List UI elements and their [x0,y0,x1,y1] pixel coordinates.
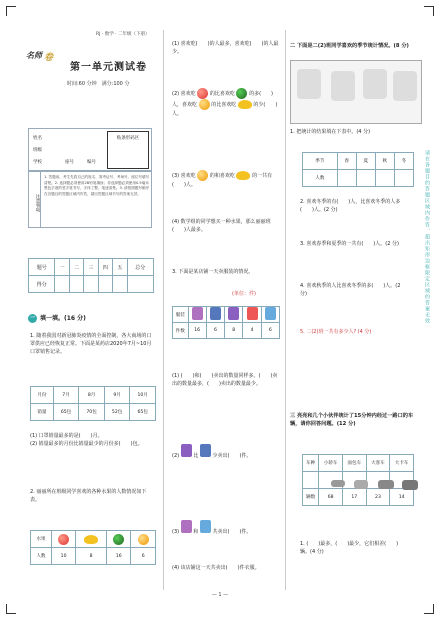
table-cell: 辆数 [303,489,319,506]
exam-subtitle: 时间:60 分钟 满分:100 分 [67,81,130,87]
section3-heading [290,412,422,428]
apple-icon [197,88,208,99]
score-cell[interactable] [69,276,83,293]
table-cell: 销量 [31,404,54,421]
text: 的少( )人。 [172,102,278,117]
text: 的比喜欢吃 [209,91,235,97]
mask-sales-table [30,386,156,421]
corner-mark [424,6,434,16]
table-cell: 件数 [173,323,189,339]
table-cell: 65包 [53,404,79,421]
table-cell: 小轿车 [319,455,343,472]
table-cell: 6 [206,323,224,339]
notes-label: 注意事项 [29,171,41,227]
c2-q2 [172,88,280,118]
c3-q2: 2. 喜欢冬季的有( )人，比喜欢冬季的人多( )人。(2 分) [300,199,401,213]
table-cell: 夏 [356,153,375,170]
text: 的和喜欢吃 [209,173,235,179]
info-box [28,128,152,172]
barcode-area: 贴条形码区 [107,131,149,169]
table-cell: 10 [51,548,76,565]
child-figure [331,71,355,101]
section2-heading [290,42,422,49]
table-cell: 人数 [31,548,52,565]
truck-icon [402,480,418,490]
banana-icon [236,171,250,180]
table-cell: 10月 [130,387,156,404]
corner-mark [6,604,16,614]
section2-title: 二 下面是二(2)班同学喜欢的季节统计情况。(8 分) [290,43,409,49]
c3-q6: 1. ( )最多，( )最少，它们相差( )辆。(4 分) [300,541,399,555]
score-cell[interactable] [84,276,98,293]
apple-icon [58,534,69,545]
text: (3) 喜欢吃 [172,173,196,179]
score-cell: 四 [98,259,112,276]
c2-q1: (1) 喜欢吃( )的人最多，喜欢吃( )的人最少。 [172,41,279,55]
corner-mark [424,604,434,614]
table-cell: 65包 [130,404,156,421]
text: (2) [172,453,180,459]
watermelon-icon [113,534,124,545]
coat-icon [200,520,211,533]
score-table [28,258,154,293]
bus-icon [378,480,394,489]
banana-icon [238,100,252,109]
coat-icon [265,307,276,320]
score-cell[interactable] [98,276,112,293]
c3-q5: 5. 二(2)班一共有多少人? (4 分) [300,329,372,335]
brand-sub: 卷 [44,53,54,63]
seat-label: 座号 [65,160,74,165]
text: (2) 喜欢吃 [172,91,196,97]
table-cell: 17 [342,489,366,506]
c2-q3 [172,170,280,189]
season-table [302,152,414,187]
score-row-header [29,259,154,276]
table-cell [188,307,206,323]
table-cell: 人数 [303,170,338,187]
table-cell[interactable] [337,170,356,187]
child-figure [363,69,387,99]
text: 共卖出( )件。 [212,529,252,535]
table-cell: 16 [106,548,131,565]
vertical-notice: 请在各题目的答题区域内作答，超出矩形边框限定区域的答案无效 [424,150,430,324]
table-cell: 9月 [104,387,130,404]
num-label: 编号 [87,160,96,165]
page-number: — 1 — [211,592,229,598]
orange-icon [138,534,149,545]
table-cell [366,472,390,489]
table-cell [206,307,224,323]
table-cell: 4 [243,323,261,339]
table-cell: 冬 [394,153,413,170]
score-cell: 五 [113,259,127,276]
table-cell: 7月 [53,387,79,404]
dress-icon [181,444,192,457]
q1-1: (1) 口罩销量最多的是( )月。 [30,433,103,439]
child-figure [393,71,417,101]
shirt-icon [192,307,203,320]
score-cell: 总分 [127,259,153,276]
column-divider [285,30,286,590]
table-cell [243,307,261,323]
text: 少卖出( )件。 [212,453,252,459]
score-cell: 一 [55,259,69,276]
corner-mark [6,6,16,16]
table-cell: 14 [390,489,414,506]
banana-icon [84,535,98,544]
fruit-table [30,530,156,565]
c3-q1: 1. 把统计的结果填在下表中。(4 分) [290,129,371,135]
table-cell: 车种 [303,455,319,472]
score-row-values [29,276,154,293]
table-cell: 8 [76,548,107,565]
table-cell: 23 [366,489,390,506]
q1-2: (2) 销量最多的月份比销量最少的月份多( )包。 [30,441,143,447]
column-divider [163,30,164,590]
table-cell: 面包车 [342,455,366,472]
table-cell [76,531,107,548]
table-cell [225,307,243,323]
c2-q5: 3. 下面是某店铺一天卖服装的情况。 [172,269,254,275]
table-cell [51,531,76,548]
section1-heading [28,313,86,323]
text: 和 [193,529,199,535]
section3-title: 三 亮亮和几个小伙伴统计了15分钟内经过一路口的车辆，请你回答问题。(12 分) [290,413,414,427]
score-cell: 得分 [29,276,55,293]
text: 的一共有( )人。 [172,173,273,188]
score-cell: 二 [69,259,83,276]
table-cell [303,472,319,489]
table-cell: 8月 [79,387,105,404]
exam-title: 第一单元测试卷 [70,62,147,73]
name-label: 姓名 [33,136,42,141]
text: 的多( )人，喜欢吃 [172,91,273,108]
table-cell: 月份 [31,387,54,404]
orange-icon [199,99,210,110]
table-cell: 8 [225,323,243,339]
section-number: 一 [29,315,35,321]
score-cell[interactable] [113,276,127,293]
brand-text: 名师 [26,50,42,60]
section1-title: 填一填。(16 分) [40,315,86,322]
table-cell[interactable] [356,170,375,187]
c2-q8 [172,520,280,536]
table-cell: 服装 [173,307,189,323]
notes-box [28,170,152,228]
score-cell: 题号 [29,259,55,276]
table-cell [106,531,131,548]
table-cell[interactable] [394,170,413,187]
text: (3) [172,529,180,535]
skirt-icon [247,307,258,320]
van-icon [354,480,368,489]
unit-label: (单位：件) [232,291,256,297]
school-label: 学校 [33,160,42,165]
table-cell: 季节 [303,153,338,170]
score-cell[interactable] [127,276,153,293]
c2-q6: (1) ( )和( )卖出的数量同样多。( )卖出的数量最多，( )卖出的数量最少。 [172,373,278,387]
watermelon-icon [236,88,247,99]
grade-line: RJ · 数学 · 二年级（下册） [96,32,150,37]
c2-q4: (4) 数学组的同学想买一种水果，那么丽丽班( )人最多。 [172,219,271,233]
clothes-table [172,306,280,339]
pants-icon [200,444,211,457]
season-illustration [290,60,422,124]
c2-q7 [172,444,280,460]
table-cell [342,472,366,489]
table-cell: 大客车 [366,455,390,472]
shirt-icon [181,520,192,533]
notes-text: 1. 答题前，考生先将自己的姓名、准考证号、考场号、座位号填写清楚。2. 选择题必须使用2B铅笔填涂；非选择题必须使用0.5毫米黑色字迹的签字笔书写，字体工整、笔迹清楚。3. 请按照题号顺序在各题目的答题区域内作答，超出答题区域书写的答案无效。 [44,175,150,196]
q2-text: 2. 丽丽所在班级同学喜欢的各种水果的人数情况如下表。 [30,489,147,503]
text: 比 [193,453,199,459]
table-cell[interactable] [375,170,394,187]
table-cell: 水果 [31,531,52,548]
score-cell[interactable] [55,276,69,293]
table-cell: 70包 [79,404,105,421]
c3-q4: 4. 喜欢秋季的人比喜欢冬季的多( )人。(2 分) [300,283,401,297]
table-cell [319,472,343,489]
child-figure [297,69,321,99]
pants-icon [210,307,221,320]
text: 的比喜欢吃 [211,102,237,108]
class-label: 班级 [33,148,42,153]
table-cell: 春 [337,153,356,170]
brand-logo [26,50,66,72]
c2-q9: (4) 该店铺这一天共卖出( )件衣服。 [172,565,260,571]
table-cell: 6 [261,323,279,339]
q1-subquestions [30,432,156,448]
table-cell: 16 [188,323,206,339]
c3-q3: 3. 喜欢春季和夏季的一共有( )人。(2 分) [300,241,399,247]
dress-icon [228,307,239,320]
sedan-icon [331,480,345,487]
table-cell: 52包 [104,404,130,421]
table-cell: 秋 [375,153,394,170]
q1-text: 1. 随着我国对新冠肺炎疫情的全面控制，各大商场的口罩供应已经恢复正常。下面是某药店2020年7月~10月口罩销售记录。 [30,333,152,355]
table-cell: 大卡车 [390,455,414,472]
car-table [302,454,414,506]
orange-icon [197,170,208,181]
score-cell: 三 [84,259,98,276]
table-cell: 68 [319,489,343,506]
table-cell [131,531,156,548]
table-cell [261,307,279,323]
table-cell: 6 [131,548,156,565]
